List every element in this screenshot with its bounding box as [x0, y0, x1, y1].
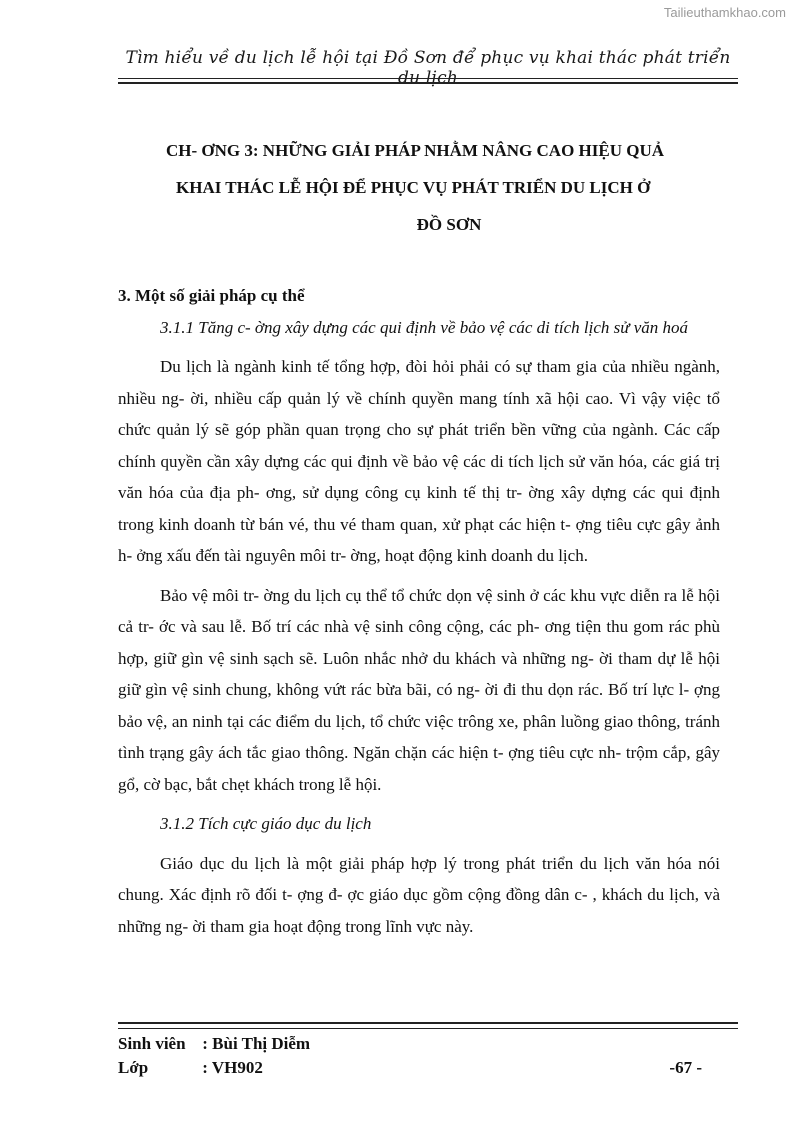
footer-rule-thick — [118, 1022, 738, 1024]
chapter-title — [118, 132, 740, 243]
class-label: Lớp — [118, 1058, 149, 1077]
section-heading: 3. Một số giải pháp cụ thể — [118, 286, 305, 305]
student-label: Sinh viên — [118, 1034, 186, 1053]
subsection-heading-1: 3.1.1 Tăng c- ờng xây dựng các qui định về bảo vệ các di tích lịch sử văn hoá — [160, 317, 689, 337]
paragraph: Giáo dục du lịch là một giải pháp hợp lý trong phát triển du lịch văn hóa nói chung. Xác định rõ đối t- ợng đ- ợc giáo dục gồm cộng đồng dân c- , khách du lịch, và những ng- ời tham gia hoạt động trong lĩnh vực này. — [118, 853, 720, 936]
chapter-title-line-1: CH- ƠNG 3: NHỮNG GIẢI PHÁP NHẰM NÂNG CAO HIỆU QUẢ — [166, 141, 665, 160]
page-number: -67 - — [669, 1058, 702, 1077]
running-header: Tìm hiểu về du lịch lễ hội tại Đồ Sơn để phục vụ khai thác phát triển du lịch — [125, 48, 731, 88]
chapter-title-line-3: ĐỒ SƠN — [416, 215, 482, 234]
header-rule-thick — [118, 82, 738, 84]
student-name: : Bùi Thị Diễm — [202, 1034, 311, 1053]
chapter-title-line-2: KHAI THÁC LỄ HỘI ĐỂ PHỤC VỤ PHÁT TRIỂN DU LỊCH Ở — [176, 178, 651, 197]
paragraph: Du lịch là ngành kinh tế tổng hợp, đòi hỏi phải có sự tham gia của nhiều ngành, nhiều ng- ời, nhiều cấp quản lý về chính quyền mang tính xã hội cao. Vì vậy việc tổ chức quản lý sẽ góp phần quan trọng cho sự phát triển bền vững của ngành. Các cấp chính quyền cần xây dựng các qui định về bảo vệ các di tích lịch sử văn hóa, các giá trị văn hóa của địa ph- ơng, sử dụng công cụ kinh tế thị tr- ờng xây dựng các qui định trong kinh doanh từ bán vé, thu vé tham quan, xử phạt các hiện t- ợng tiêu cực gây ảnh h- ởng xấu đến tài nguyên môi tr- ờng, hoạt động kinh doanh du lịch. — [118, 357, 720, 565]
header-rule-thin — [118, 78, 738, 79]
class-value: : VH902 — [202, 1058, 263, 1077]
paragraph: Bảo vệ môi tr- ờng du lịch cụ thể tổ chức dọn vệ sinh ở các khu vực diễn ra lễ hội cả tr- ớc và sau lễ. Bố trí các nhà vệ sinh công cộng, các ph- ơng tiện thu gom rác phù hợp, giữ gìn vệ sinh sạch sẽ. Luôn nhắc nhở du khách và những ng- ời tham dự lễ hội giữ gìn vệ sinh chung, không vứt rác bừa bãi, có ng- ời đi thu dọn rác. Bố trí lực l- ợng bảo vệ, an ninh tại các điểm du lịch, tổ chức việc trông xe, phân luồng giao thông, tránh tình trạng gây ách tắc giao thông. Ngăn chặn các hiện t- ợng tiêu cực nh- trộm cắp, gây gổ, cờ bạc, bắt chẹt khách trong lễ hội. — [118, 585, 720, 794]
page-footer — [118, 1032, 720, 1080]
footer-rule-thin — [118, 1028, 738, 1029]
document-body — [118, 280, 720, 942]
watermark-text: Tailieuthamkhao.com — [663, 5, 786, 20]
subsection-heading-2: 3.1.2 Tích cực giáo dục du lịch — [160, 814, 372, 833]
